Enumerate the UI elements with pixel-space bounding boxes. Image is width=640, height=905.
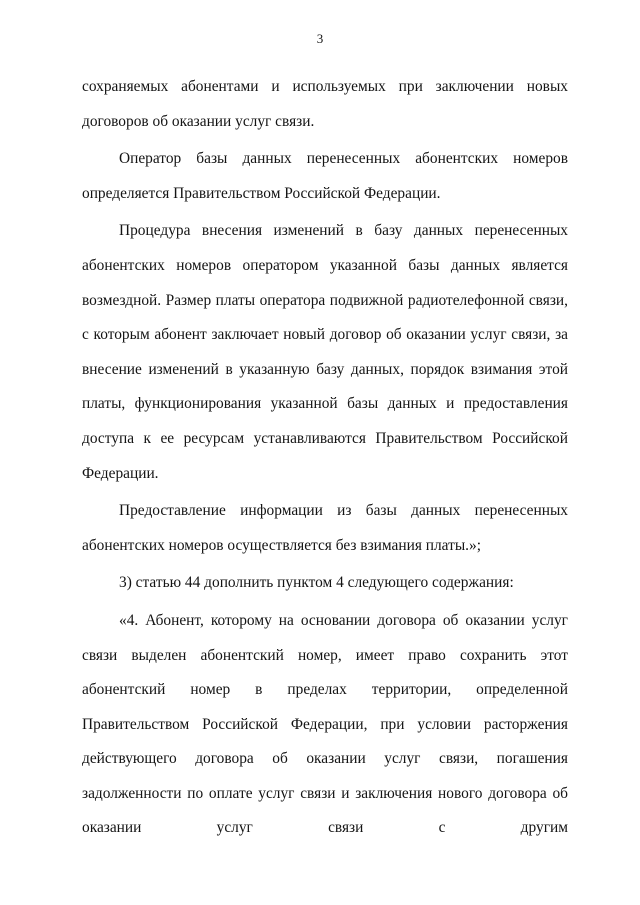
- paragraph-article-44-point-4: «4. Абонент, которому на основании договора об оказании услуг связи выделен абонентский номер, имеет право сохранить этот абонентский номер в пределах территории, определенной Правительством Российской Федерации, при условии расторжения действующего договора об оказании услуг связи, погашения задолженности по оплате услуг связи и заключения нового договора об оказании услуг связи с другим: [82, 611, 568, 837]
- paragraph-database-operator: Оператор базы данных перенесенных абонентских номеров определяется Правительством Российской Федерации.: [82, 150, 568, 202]
- page-number: 3: [316, 31, 324, 46]
- paragraph-change-procedure: Процедура внесения изменений в базу данных перенесенных абонентских номеров оператором указанной базы данных является возмездной. Размер платы оператора подвижной радиотелефонной связи, с которым абонент заключает новый договор об оказании услуг связи, за внесение изменений в указанную базу данных, порядок взимания этой платы, функционирования указанной базы данных и предоставления доступа к ее ресурсам устанавливаются Правительством Российской Федерации.: [82, 222, 568, 482]
- paragraph-continuation: сохраняемых абонентами и используемых при заключении новых договоров об оказании услуг связи.: [82, 78, 568, 130]
- paragraph-amendment-item-3: 3) статью 44 дополнить пунктом 4 следующего содержания:: [119, 574, 514, 592]
- paragraph-information-provision: Предоставление информации из базы данных перенесенных абонентских номеров осуществляется без взимания платы.»;: [82, 502, 568, 554]
- document-body: [82, 70, 568, 846]
